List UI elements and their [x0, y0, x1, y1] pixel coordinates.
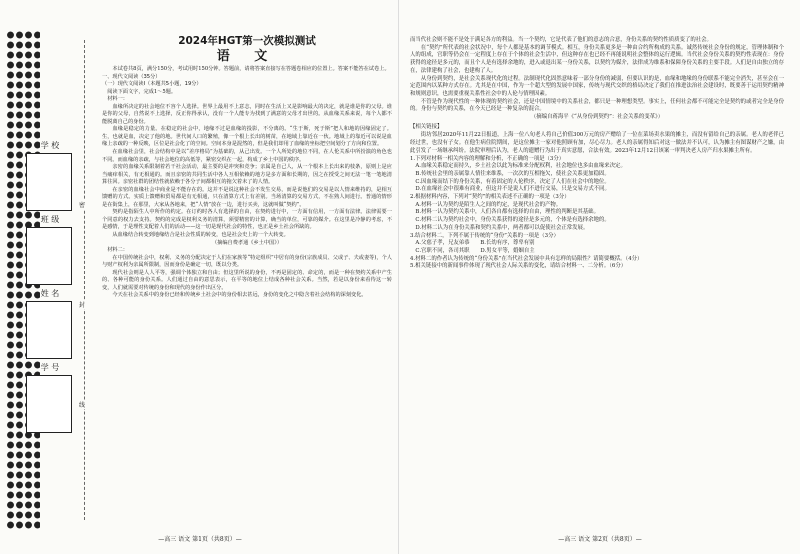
student-id-label: 学 号: [40, 363, 60, 372]
left-line: 血缘所决定的社会地位不容个人选择。世界上最用不上意志，同时在生活上又是影响最大的决定，就是谁是你的父母。谁是你的父母，自然说不上选择，反正你得承认，没有一个人能专为找到了满意的父母才出世的。从血缘关系来说，每个人都不能脱离自己的身份。: [102, 103, 392, 125]
right-line: C.官职不同，各司其职 D.男女平等，婚姻自主: [410, 247, 535, 254]
student-id-field: [20, 362, 80, 433]
school-box[interactable]: [26, 153, 72, 211]
name-box[interactable]: [26, 301, 72, 359]
right-line: 【相关链接】: [410, 123, 443, 130]
name-field: [20, 288, 80, 359]
school-label: 学 校: [40, 141, 60, 150]
right-line: C.材料二认为契约社会中，身份关系获得的途径是多元的，个体是有选择余地的。: [410, 217, 610, 224]
exam-title: 2024年HGT第一次模拟测试: [178, 35, 316, 47]
right-line: （摘编自蒋海平《“从身份到契约”：社会关系的变革》）: [530, 114, 664, 121]
right-line: 3.结合材料二，下列不属于传统的“身份”关系的一项是（3分）: [410, 232, 559, 239]
right-line: 从身份到契约，是社会关系现代化的过程。法制现代化固然意味着一部分身份的减弱，但要认识的是，血缘和地缘的身份联系不能完全消失，甚至会在一定范围内以某种方式存在。尤其是在中国，作为一个超大型的发展中国家，传统与现代交织的格局决定了我们在推进法治社会建设时，既要善于运用契约精神和规则意识，也需要重视关系性社会中的人伦与情理因素。: [410, 75, 784, 97]
left-text-body: [102, 74, 392, 300]
right-content: [410, 37, 784, 271]
left-line: 血缘是稳定的力量。在稳定的社会中，地缘不过是血缘的投影，不分离的。“生于斯，死于斯”把人和地的因缘固定了。生，也就是血，决定了他的地。世代间人口的繁殖，像一个根上长出的树苗，在地域上靠近在一伙。地域上的靠近可以说是血缘上亲疏的一种反映，区位是社会化了的空间。空间本身是混然的，但是我们却用了血缘的坐标把空间划分了方向和位置。: [102, 126, 392, 148]
right-line: 4.材料二的作者认为传统的“身份关系”在当代社会发展中具有怎样的局限性？请简要概括。（4分）: [410, 255, 643, 262]
cut-line: [84, 40, 85, 520]
left-line: 在血缘社会里，社会结构中是以“差序格局”为基础的，从己出发。一个人所处的地位不同，在人伦关系中所扮演的角色也不同。而血缘的亲疏，与社会地位的高低等，紧密交织在一起，构成了乡土中国的秩序。: [102, 149, 392, 163]
left-line: 阅读下面文字，完成1～5题。: [102, 88, 177, 95]
binding-strip: [0, 0, 86, 554]
class-box[interactable]: [26, 227, 72, 285]
left-line: 从血缘结合转变到地缘结合是社会性质的转变，也是社会史上的一个大转变。: [112, 232, 289, 239]
left-line: 材料一：: [102, 96, 128, 103]
right-page: [400, 0, 800, 554]
left-content: [102, 34, 392, 300]
left-line: 契约是指陌生人中所作的约定。在订约时各人有选择的自由，在契约进行中，一方面有信用，一方面有法律。法律需要一个同意的权力去支持。契约的完成是权利义务的清算，须要精密的计算，确当的单位，可靠的媒介。在这里是冷静的考虑，不是感情，于是理性支配着人们的活动——这一切是现代社会的特性，也正是乡土社会所缺的。: [102, 209, 392, 231]
left-footer: —高三 语文 第1页（共8页）—: [158, 536, 242, 543]
cut-char-feng: 封: [79, 302, 86, 309]
student-id-box[interactable]: [26, 375, 72, 433]
left-line: 亲密的血缘关系限制着若干社会活动，最主要的是冲突和竞争；亲属是自己人，从一个根本上长出来的枝条，原则上是应当痛痒相关，有无相通的。而且亲密的共同生活中各人互相依赖的地方是多方面和长期的，因之在授受之间无法一笔一笔地清算往回。亲密社群的团结性就依赖于各分子间都相互的拖欠着未了的人情。: [102, 164, 392, 186]
right-line: A.血缘关系稳定而持久，乡土社会以此为标准来分配权利，社会地位也多由血缘来决定。: [410, 163, 626, 170]
right-line: A.材料一认为契约是陌生人之间的约定，是现代社会的产物。: [410, 201, 562, 208]
class-label: 班 级: [40, 215, 60, 224]
right-line: 不管是作为现代性的一种体现的契约社会，还是中国情境中的关系社会，都只是一种理想类型。事实上，任何社会都不可能完全是契约的或者完全是身份的。身份与契约的关系，在今天已经是一种复杂的混合。: [410, 98, 784, 113]
right-line: 而当代社会则不能不是处于满足各方的利益。当一个契约，它是代表了他们的意志的合意，身份关系的契约性质质变了的社会。: [410, 37, 712, 43]
right-line: B.材料一认为契约关系中，人们各自都有选择的自由，理性的判断是其基础。: [410, 209, 599, 216]
name-label: 姓 名: [40, 289, 60, 298]
left-line: 在中国传统社会中，权利、义务的分配决定于人们在家族等“特定组织”中居有的身份(宗族成员、父或子、夫或妻等)，个人与财产权利为亲属所限制，因而身份是确定一切，既以分类。: [102, 254, 392, 269]
right-line: B.传统社会里的亲属靠人情往来维系，一次次的互相拖欠，使社会关系更加稳固。: [410, 170, 610, 177]
left-line: 在亲密的血缘社会中商业是不能存在的。这并不是说这种社会不发生交易，而是说他们的交易是以人情来维持的，是相互馈赠的方式。实质上馈赠和贸易都是有无相通，只在清算方式上有差别。当场清算的交易方式，不在熟人间进行。普通的情形是在街集上，在那里，大家从各地来，把“人情”放在一边，进行买卖，这就叫做“契约”。: [102, 186, 392, 208]
right-line: A.父慈子孝，兄友弟恭 B.长幼有序，尊卑有别: [410, 240, 535, 247]
subject-title: 语 文: [216, 49, 278, 64]
left-line: 现代社会则是人人平等，强调个体独立和自由；但这里所说的身份，不再是固定的、命定的，而是一种在契约关系中产生的、各种可能的身份关系。人们通过自由的意思表示，在平等的地位上结成各种社会关系。当然，若是以身份来看待这一转变，人们就需要对传统的身份和现代的身份作出区分。: [102, 269, 392, 291]
exam-notice: 本试卷共8页，满分150分，考试用时150分钟。答题前，请将答案直接写在答题卷相应的位置上。答案不能答在试卷上。: [112, 66, 390, 72]
school-field: [20, 140, 80, 211]
left-line: 材料二：: [102, 247, 128, 254]
right-text-body: [410, 37, 784, 271]
left-line: 今天在社会关系中的身份已经和传统乡土社会中的身份相去甚远，身份的变化之中隐含着社会结构的深刻变化。: [112, 292, 367, 299]
right-line: 街坊邻居2020年11月22日报道，上海一位八旬老人将自己价值300万元的房产赠给了一位在菜场卖水果的摊主，而没有留给自己的亲属。老人的老伴已经过世，也没有子女。在他生病住院期间，是这位摊主一家对他照顾有加，尽心尽力。老人的亲属得知后对这一做法并不认可，认为摊主有图谋财产之嫌，由此引发了一场继承纠纷。法院审理后认为，老人的遗赠行为出于真实意愿，合法有效。2023年12月12日该案一审判决老人房产归水果摊主所有。: [410, 132, 784, 154]
right-footer: —高三 语文 第2页（共8页）—: [558, 536, 642, 543]
cut-char-mi: 密: [79, 202, 86, 209]
right-line: D.材料二认为在身份关系和契约关系中，两者都可以促使社会正常发展。: [410, 224, 589, 231]
right-line: 5.相关链接中的新闻事件体现了现代社会人际关系的变化，请结合材料一、二分析。（6分）: [410, 263, 627, 270]
right-line: 1.下列对材料一相关内容的理解和分析，不正确的一项是（3分）: [410, 155, 565, 162]
right-line: C.因血缘而结下的身份关系，有着固定的人伦秩序，决定了人们在社会中的地位。: [410, 178, 610, 185]
cut-char-xian: 线: [79, 402, 86, 409]
left-line: 一、现代文阅读（35分）: [102, 73, 161, 80]
right-line: 2.根据材料内容，下列对“契约”的相关表述不正确的一项是（3分）: [410, 194, 570, 201]
right-line: 在“契约”所代表的社会状况中，每个人都是基本的调节模式。相互，身份关系更多是一种由合约所构成的关系。诚然传统社会身份的规定，管理体制和个人的组成，官职等仍会在一定程度上存在于个体的社会生活中，但这种存在也已经不再能说明社会整体的运行逻辑。当代社会身份关系的契约性表现在：身份获得的途径是多元的，而且个人是有选择余地的，进入或退出某一身份关系，以契约为媒介，法律成为维系和保障身份关系的主要手段。人们是自由独立的存在，法律建构了社会，也建构了人。: [410, 44, 784, 74]
class-field: [20, 214, 80, 285]
left-line: （摘编自费孝通《乡土中国》）: [211, 239, 283, 246]
right-line: D.在血缘社会中很难有商业，但这并不是说人们不进行交易，只是交易方式不同。: [410, 186, 610, 193]
left-line: （一）现代文阅读Ⅰ（本题共5小题，19分）: [102, 81, 202, 88]
